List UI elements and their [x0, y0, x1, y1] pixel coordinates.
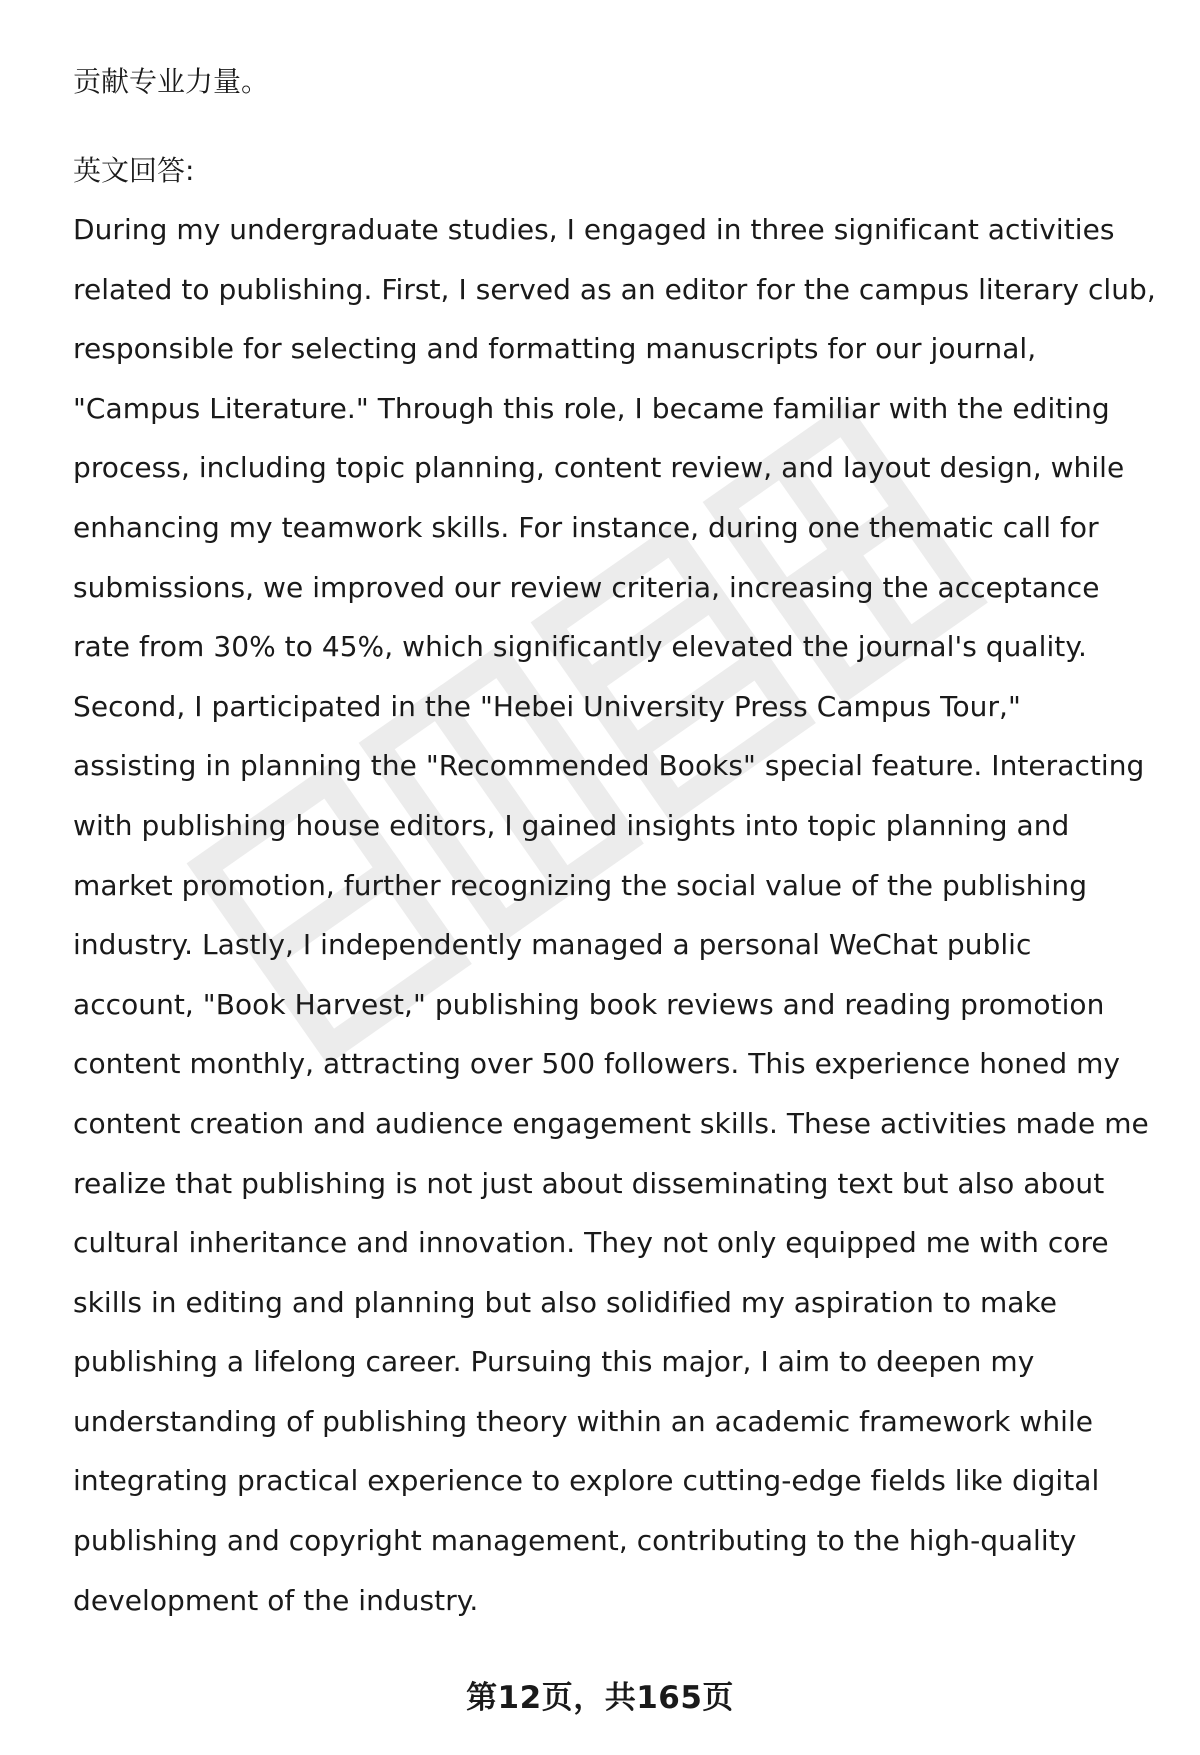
answer-line: account, "Book Harvest," publishing book reviews and reading promotion: [73, 987, 1105, 1021]
answer-line: process, including topic planning, content review, and layout design, while: [73, 451, 1125, 485]
answer-line: content creation and audience engagement skills. These activities made me: [73, 1106, 1149, 1140]
answer-line: with publishing house editors, I gained insights into topic planning and: [73, 808, 1070, 842]
answer-line: publishing a lifelong career. Pursuing this major, I aim to deepen my: [73, 1345, 1035, 1379]
answer-line: submissions, we improved our review criteria, increasing the acceptance: [73, 570, 1100, 604]
answer-line: skills in editing and planning but also solidified my aspiration to make: [73, 1285, 1058, 1319]
english-answer-paragraph: [73, 200, 1163, 1630]
answer-line: "Campus Literature." Through this role, I became familiar with the editing: [73, 391, 1110, 425]
answer-line: enhancing my teamwork skills. For instance, during one thematic call for: [73, 510, 1099, 544]
answer-line: assisting in planning the "Recommended Books" special feature. Interacting: [73, 749, 1145, 783]
page-content: [73, 52, 1163, 1630]
answer-line: rate from 30% to 45%, which significantly elevated the journal's quality.: [73, 630, 1087, 664]
answer-line: understanding of publishing theory within an academic framework while: [73, 1404, 1094, 1438]
answer-line: development of the industry.: [73, 1583, 479, 1617]
answer-line: publishing and copyright management, contributing to the high-quality: [73, 1524, 1077, 1558]
previous-paragraph-tail: 贡献专业力量。: [73, 65, 270, 98]
answer-line: cultural inheritance and innovation. They not only equipped me with core: [73, 1226, 1109, 1260]
answer-line: During my undergraduate studies, I engaged in three significant activities: [73, 213, 1115, 246]
answer-line: realize that publishing is not just about disseminating text but also about: [73, 1166, 1105, 1200]
answer-line: content monthly, attracting over 500 followers. This experience honed my: [73, 1047, 1121, 1081]
answer-line: related to publishing. First, I served as an editor for the campus literary club,: [73, 272, 1156, 306]
answer-label: 英文回答:: [73, 154, 195, 187]
answer-line: industry. Lastly, I independently managed a personal WeChat public: [73, 928, 1032, 962]
page-number-footer: 第12页，共165页: [466, 1680, 734, 1716]
answer-line: responsible for selecting and formatting manuscripts for our journal,: [73, 332, 1037, 366]
answer-line: integrating practical experience to explore cutting-edge fields like digital: [73, 1464, 1100, 1498]
answer-line: market promotion, further recognizing the social value of the publishing: [73, 868, 1088, 902]
answer-line: Second, I participated in the "Hebei University Press Campus Tour,": [73, 689, 1021, 723]
